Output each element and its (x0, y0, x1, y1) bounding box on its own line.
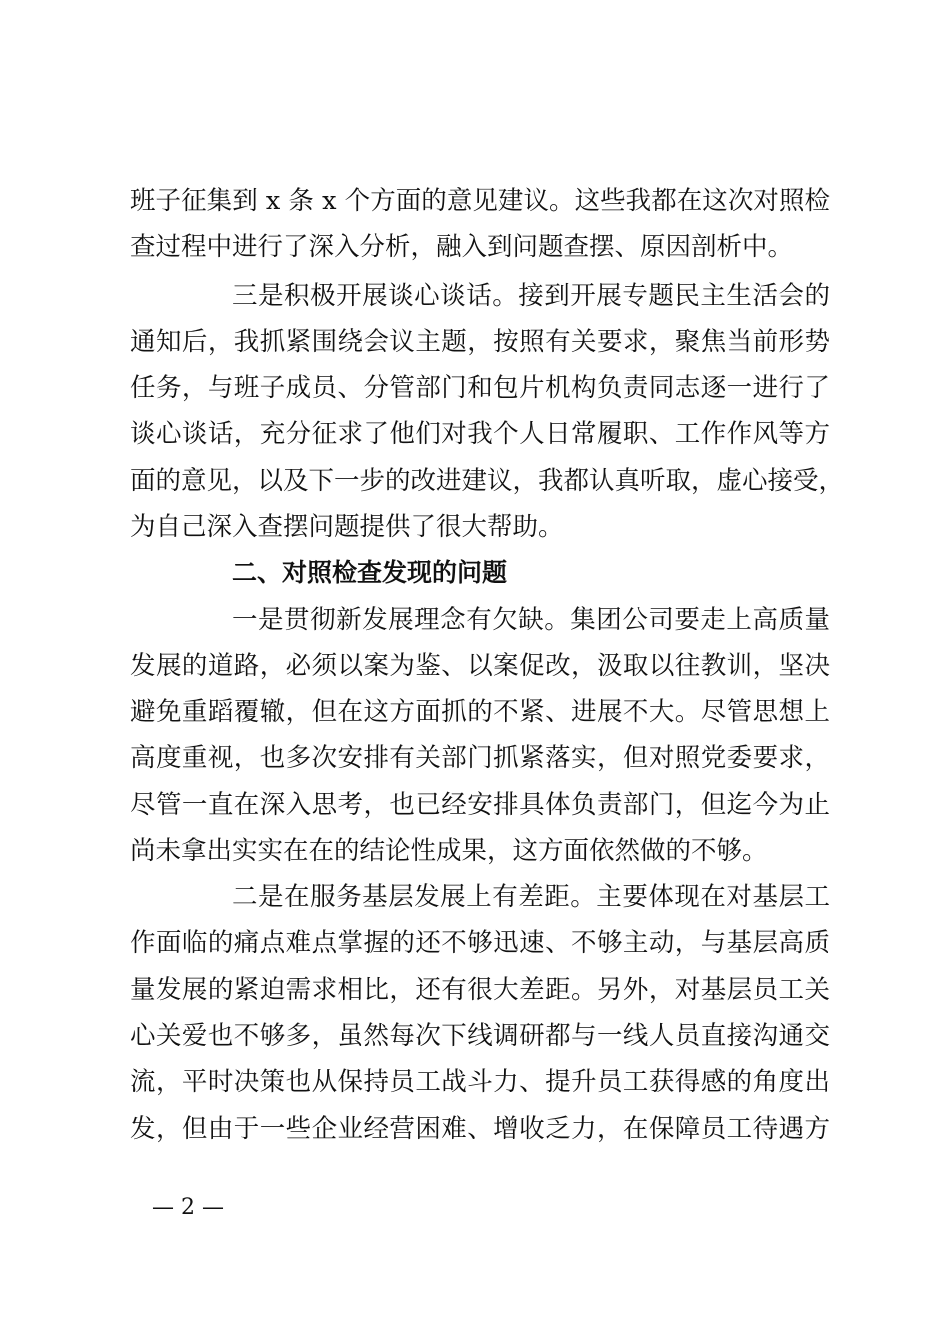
body-text-line: 心关爱也不够多，虽然每次下线调研都与一线人员直接沟通交 (130, 1021, 830, 1051)
section-heading: 二、对照检查发现的问题 (232, 558, 508, 587)
body-text-line: 作面临的痛点难点掌握的还不够迅速、不够主动，与基层高质 (130, 928, 830, 958)
body-text-line: 高度重视，也多次安排有关部门抓紧落实，但对照党委要求， (130, 743, 830, 773)
body-text-line: 发展的道路，必须以案为鉴、以案促改，汲取以往教训，坚决 (130, 651, 830, 681)
body-text-line: 二是在服务基层发展上有差距。主要体现在对基层工 (232, 882, 830, 912)
body-text-line: 一是贯彻新发展理念有欠缺。集团公司要走上高质量 (232, 605, 830, 635)
page-number: — 2 — (152, 1195, 224, 1220)
body-text-line: 尽管一直在深入思考，也已经安排具体负责部门，但迄今为止 (130, 790, 830, 820)
body-text-line: 流，平时决策也从保持员工战斗力、提升员工获得感的角度出 (130, 1067, 830, 1097)
body-text-line: 面的意见，以及下一步的改进建议，我都认真听取，虚心接受， (130, 466, 845, 496)
body-text-line: 尚未拿出实实在在的结论性成果，这方面依然做的不够。 (130, 836, 768, 866)
body-text-line: 为自己深入查摆问题提供了很大帮助。 (130, 512, 564, 542)
body-text-line: 班子征集到 x 条 x 个方面的意见建议。这些我都在这次对照检 (130, 186, 830, 216)
body-text-line: 任务，与班子成员、分管部门和包片机构负责同志逐一进行了 (130, 373, 830, 403)
body-text-line: 避免重蹈覆辙，但在这方面抓的不紧、进展不大。尽管思想上 (130, 697, 830, 727)
body-text-line: 量发展的紧迫需求相比，还有很大差距。另外，对基层员工关 (130, 975, 830, 1005)
body-text-line: 查过程中进行了深入分析，融入到问题查摆、原因剖析中。 (130, 232, 794, 262)
body-text-line: 发，但由于一些企业经营困难、增收乏力，在保障员工待遇方 (130, 1114, 830, 1144)
body-text-line: 谈心谈话，充分征求了他们对我个人日常履职、工作作风等方 (130, 419, 830, 449)
body-text-line: 三是积极开展谈心谈话。接到开展专题民主生活会的 (232, 281, 830, 311)
body-text-line: 通知后，我抓紧围绕会议主题，按照有关要求，聚焦当前形势 (130, 327, 830, 357)
